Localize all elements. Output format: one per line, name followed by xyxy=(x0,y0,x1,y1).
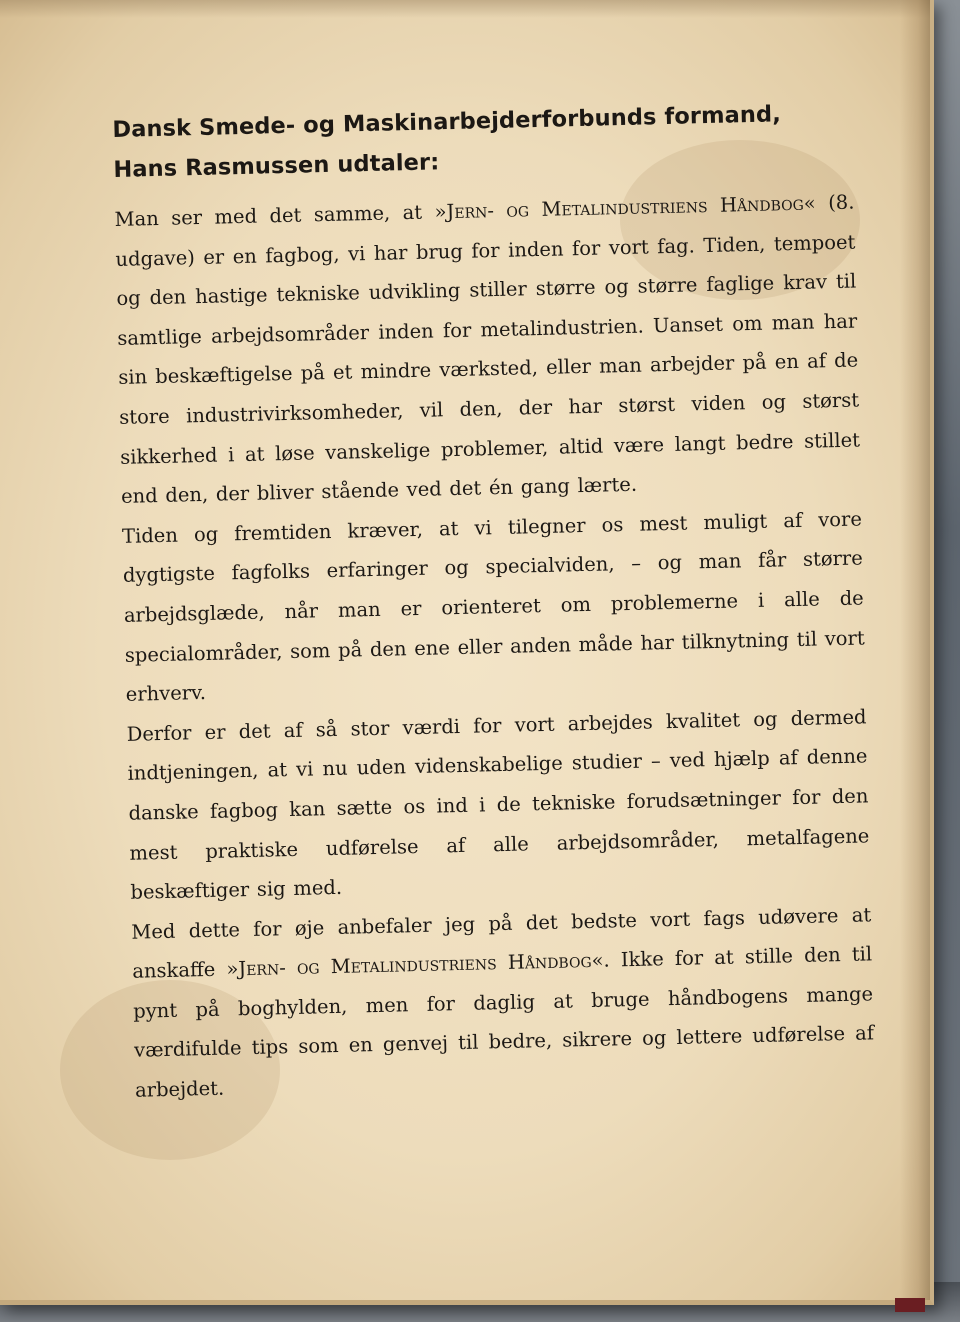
paragraph-2: Tiden og fremtiden kræver, at vi tilegner os mest muligt af vore dygtigste fagfolks erfaringer og specialviden, – og man får større arbejdsglæde, når man er orienteret om problemerne i alle de specialområder, som på den ene eller anden måde har tilknytning til vort erhverv. xyxy=(121,507,865,706)
heading-line-1: Dansk Smede- og Maskinarbejderforbunds formand, xyxy=(112,101,782,143)
cover-spine-corner xyxy=(895,1298,925,1312)
paragraph-3: Derfor er det af så stor værdi for vort arbejdes kvalitet og dermed indtjeningen, at vi nu uden videnskabelige studier – ved hjælp af denne danske fagbog kan sætte os ind i de tekniske forudsætninger for den mest praktiske udførelse af alle arbejdsområder, metalfagene beskæftiger sig med. xyxy=(126,705,870,904)
cover-top-wear xyxy=(0,0,930,18)
paragraph-4: Med dette for øje anbefaler jeg på det bedste vort fags udøvere at anskaffe »Jern- og Metalindustriens Håndbog«. Ikke for at stille den til pynt på boghylden, men for daglig at bruge håndbogens mange værdifulde tips som en genvej til bedre, sikrere og lettere udførelse af arbejdet. xyxy=(131,903,875,1102)
quote-text-block xyxy=(112,93,875,1111)
heading-line-2: Hans Rasmussen udtaler: xyxy=(113,149,440,183)
cover-right-wear xyxy=(900,0,930,1300)
book-title: Jern- og Metalindustriens Håndbog xyxy=(238,949,592,981)
book-title: Jern- og Metalindustriens Håndbog xyxy=(446,191,805,224)
paragraph-1: Man ser med det samme, at »Jern- og Metalindustriens Håndbog« (8. udgave) er en fagbog, vi har brug for inden for vort fag. Tiden, tempoet og den hastige tekniske udvikling stiller større og større faglige krav til samtlige arbejdsområder inden for metalindustrien. Uanset om man har sin beskæftigelse på et mindre værksted, eller man arbejder på en af de store industrivirksomheder, vil den, der har størst viden og størst sikkerhed i at løse vanskelige problemer, altid være langt bedre stillet end den, der bliver stående ved det én gang lærte. xyxy=(114,190,861,509)
